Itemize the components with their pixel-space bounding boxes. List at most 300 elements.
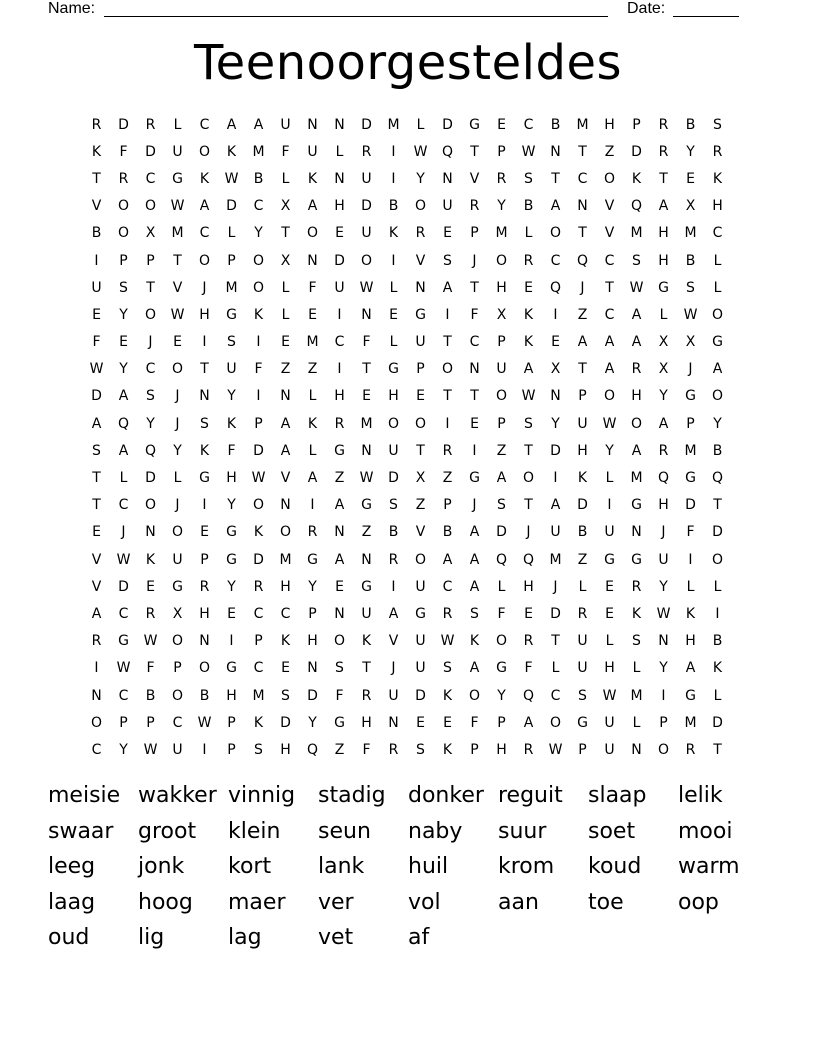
grid-letter: E (551, 334, 560, 351)
word-list-row (48, 885, 768, 921)
grid-letter: G (469, 470, 480, 487)
grid-letter: F (470, 306, 479, 323)
grid-letter: R (658, 143, 669, 160)
grid-letter: G (118, 633, 129, 650)
grid-letter: U (91, 279, 102, 296)
grid-letter: O (603, 388, 616, 405)
grid-letter: K (199, 442, 210, 459)
grid-letter: A (631, 306, 642, 323)
grid-letter: Y (659, 660, 668, 677)
grid-letter: U (226, 361, 237, 378)
grid-letter: D (307, 687, 318, 704)
grid-letter: M (684, 225, 697, 242)
grid-letter: F (470, 714, 479, 731)
grid-letter: U (415, 633, 426, 650)
grid-letter: L (524, 225, 533, 242)
grid-letter: F (524, 660, 533, 677)
grid-row (83, 138, 733, 165)
grid-letter: Q (441, 143, 454, 160)
grid-letter: A (550, 497, 561, 514)
grid-letter: D (91, 388, 102, 405)
grid-letter: U (415, 660, 426, 677)
grid-letter: S (443, 252, 452, 269)
grid-letter: P (227, 252, 236, 269)
grid-letter: G (712, 334, 723, 351)
grid-letter: K (307, 170, 318, 187)
grid-letter: S (227, 334, 236, 351)
grid-letter: A (91, 415, 102, 432)
grid-letter: O (495, 252, 508, 269)
grid-letter: X (658, 361, 669, 378)
grid-letter: A (577, 334, 588, 351)
grid-letter: O (468, 687, 481, 704)
grid-letter: L (713, 578, 722, 595)
grid-letter: A (550, 198, 561, 215)
grid-letter: G (172, 170, 183, 187)
grid-letter: N (145, 524, 156, 541)
grid-letter: I (607, 497, 612, 514)
grid-letter: R (577, 605, 588, 622)
grid-letter: E (92, 524, 101, 541)
word-list-item: wakker (138, 783, 217, 809)
grid-letter: C (118, 497, 129, 514)
grid-letter: C (199, 225, 210, 242)
grid-letter: N (415, 279, 426, 296)
grid-letter: R (415, 225, 426, 242)
grid-letter: C (712, 225, 723, 242)
word-list-item: lelik (678, 783, 723, 809)
grid-letter: E (281, 660, 290, 677)
grid-letter: U (415, 334, 426, 351)
grid-letter: C (253, 198, 264, 215)
grid-letter: S (632, 633, 641, 650)
grid-letter: I (202, 497, 207, 514)
grid-letter: R (388, 741, 399, 758)
grid-letter: A (280, 442, 291, 459)
grid-row (83, 329, 733, 356)
grid-letter: X (145, 225, 156, 242)
grid-letter: K (388, 225, 399, 242)
grid-letter: M (549, 551, 562, 568)
grid-letter: P (200, 551, 209, 568)
grid-row (83, 437, 733, 464)
grid-letter: A (91, 605, 102, 622)
grid-letter: K (307, 415, 318, 432)
grid-letter: Y (227, 497, 236, 514)
grid-letter: K (226, 143, 237, 160)
word-list-item: huil (408, 854, 449, 880)
grid-letter: K (685, 605, 696, 622)
header (0, 0, 816, 20)
grid-letter: J (472, 497, 477, 514)
grid-letter: Z (361, 524, 372, 541)
grid-row (83, 356, 733, 383)
grid-letter: O (414, 415, 427, 432)
grid-letter: C (118, 605, 129, 622)
grid-letter: I (391, 170, 396, 187)
grid-letter: Y (173, 442, 182, 459)
grid-letter: R (631, 578, 642, 595)
grid-letter: V (604, 198, 615, 215)
word-list (48, 778, 768, 956)
grid-letter: T (92, 170, 101, 187)
grid-letter: V (280, 470, 291, 487)
grid-letter: T (551, 633, 560, 650)
grid-letter: G (199, 470, 210, 487)
grid-letter: Y (119, 306, 128, 323)
grid-letter: U (496, 361, 507, 378)
grid-letter: P (227, 714, 236, 731)
grid-letter: O (117, 198, 130, 215)
grid-letter: P (443, 497, 452, 514)
grid-letter: K (442, 687, 453, 704)
grid-letter: B (685, 252, 696, 269)
grid-letter: L (173, 116, 182, 133)
grid-letter: M (171, 225, 184, 242)
grid-letter: M (576, 116, 589, 133)
grid-letter: A (658, 198, 669, 215)
grid-letter: Z (496, 442, 507, 459)
grid-letter: L (578, 578, 587, 595)
page-title: Teenoorgesteldes (194, 35, 622, 91)
grid-letter: E (443, 714, 452, 731)
grid-letter: A (658, 415, 669, 432)
grid-letter: O (333, 633, 346, 650)
grid-letter: E (119, 334, 128, 351)
word-list-row (48, 849, 768, 885)
grid-letter: F (686, 524, 695, 541)
grid-letter: V (172, 279, 183, 296)
grid-letter: E (470, 415, 479, 432)
grid-letter: O (171, 524, 184, 541)
grid-letter: Y (497, 198, 506, 215)
grid-row (83, 655, 733, 682)
grid-letter: J (472, 252, 477, 269)
grid-letter: C (145, 170, 156, 187)
grid-letter: F (146, 660, 155, 677)
grid-letter: T (362, 361, 371, 378)
grid-letter: Y (308, 578, 317, 595)
grid-letter: O (144, 497, 157, 514)
grid-letter: W (170, 306, 185, 323)
grid-letter: C (334, 334, 345, 351)
grid-letter: B (685, 116, 696, 133)
grid-letter: P (578, 388, 587, 405)
word-list-item: stadig (318, 783, 386, 809)
grid-row (83, 573, 733, 600)
grid-letter: T (470, 143, 479, 160)
grid-letter: L (281, 279, 290, 296)
grid-letter: H (658, 497, 669, 514)
grid-letter: T (92, 497, 101, 514)
grid-letter: Q (522, 551, 535, 568)
grid-letter: B (91, 225, 102, 242)
grid-letter: Y (551, 415, 560, 432)
grid-letter: F (308, 279, 317, 296)
grid-letter: L (173, 470, 182, 487)
grid-letter: H (631, 388, 642, 405)
grid-letter: E (389, 306, 398, 323)
word-list-row (48, 778, 768, 814)
grid-letter: D (280, 714, 291, 731)
grid-letter: D (118, 116, 129, 133)
grid-letter: S (632, 252, 641, 269)
grid-letter: B (712, 633, 723, 650)
grid-letter: F (227, 442, 236, 459)
grid-letter: Y (659, 388, 668, 405)
grid-letter: A (712, 361, 723, 378)
grid-letter: G (226, 660, 237, 677)
grid-letter: T (578, 361, 587, 378)
word-list-item: warm (678, 854, 740, 880)
grid-letter: R (658, 442, 669, 459)
grid-letter: A (523, 361, 534, 378)
grid-letter: H (496, 279, 507, 296)
grid-letter: O (171, 633, 184, 650)
grid-letter: C (280, 605, 291, 622)
grid-letter: U (307, 143, 318, 160)
grid-letter: W (116, 660, 131, 677)
grid-letter: N (280, 388, 291, 405)
grid-letter: N (334, 605, 345, 622)
grid-letter: L (605, 470, 614, 487)
word-list-item: maer (228, 889, 286, 915)
word-list-item: swaar (48, 818, 114, 844)
grid-letter: P (497, 143, 506, 160)
grid-letter: P (497, 415, 506, 432)
word-list-item: vinnig (228, 783, 296, 809)
grid-letter: P (497, 334, 506, 351)
grid-letter: K (226, 415, 237, 432)
grid-letter: A (280, 415, 291, 432)
grid-letter: D (712, 524, 723, 541)
word-list-item: ver (318, 889, 354, 915)
grid-letter: O (252, 252, 265, 269)
grid-row (83, 628, 733, 655)
grid-letter: O (279, 524, 292, 541)
grid-row (83, 492, 733, 519)
grid-row (83, 410, 733, 437)
grid-letter: Y (713, 415, 722, 432)
grid-letter: W (170, 198, 185, 215)
grid-letter: C (523, 116, 534, 133)
grid-letter: X (280, 198, 291, 215)
grid-letter: H (496, 741, 507, 758)
grid-letter: D (415, 687, 426, 704)
grid-letter: D (550, 442, 561, 459)
word-list-item: kort (228, 854, 272, 880)
grid-letter: U (604, 524, 615, 541)
grid-letter: E (227, 605, 236, 622)
grid-letter: U (280, 116, 291, 133)
grid-letter: P (254, 415, 263, 432)
grid-letter: Y (308, 714, 317, 731)
grid-letter: N (442, 170, 453, 187)
grid-letter: Q (630, 198, 643, 215)
grid-letter: R (496, 170, 507, 187)
grid-letter: Y (227, 578, 236, 595)
grid-letter: G (388, 361, 399, 378)
grid-letter: W (521, 143, 536, 160)
grid-letter: K (145, 551, 156, 568)
grid-letter: S (470, 605, 479, 622)
grid-letter: J (580, 279, 585, 296)
grid-letter: H (280, 741, 291, 758)
grid-letter: U (658, 551, 669, 568)
grid-letter: L (497, 578, 506, 595)
grid-letter: M (306, 334, 319, 351)
grid-letter: X (280, 252, 291, 269)
grid-letter: H (307, 633, 318, 650)
grid-row (83, 519, 733, 546)
grid-letter: I (553, 306, 558, 323)
grid-letter: E (605, 605, 614, 622)
grid-letter: K (577, 470, 588, 487)
grid-letter: W (224, 170, 239, 187)
grid-letter: D (685, 497, 696, 514)
grid-letter: Z (280, 361, 291, 378)
grid-letter: A (334, 551, 345, 568)
grid-letter: F (362, 741, 371, 758)
grid-letter: I (661, 687, 666, 704)
grid-letter: G (415, 306, 426, 323)
grid-letter: I (256, 388, 261, 405)
grid-letter: T (92, 470, 101, 487)
grid-letter: A (442, 279, 453, 296)
grid-letter: M (684, 714, 697, 731)
word-list-item: lag (228, 925, 262, 951)
grid-letter: Q (144, 442, 157, 459)
grid-letter: E (443, 225, 452, 242)
grid-letter: M (252, 687, 265, 704)
grid-letter: G (307, 551, 318, 568)
grid-letter: B (199, 687, 210, 704)
word-list-item: krom (498, 854, 555, 880)
grid-letter: H (199, 306, 210, 323)
grid-letter: A (442, 551, 453, 568)
grid-letter: S (281, 687, 290, 704)
date-write-line (673, 16, 739, 17)
grid-letter: O (252, 497, 265, 514)
grid-letter: I (715, 605, 720, 622)
grid-letter: X (550, 361, 561, 378)
grid-letter: P (470, 741, 479, 758)
grid-letter: Z (577, 306, 588, 323)
grid-letter: U (577, 633, 588, 650)
grid-letter: O (414, 551, 427, 568)
grid-letter: N (280, 497, 291, 514)
grid-letter: I (688, 551, 693, 568)
grid-letter: R (91, 633, 102, 650)
grid-letter: T (524, 442, 533, 459)
grid-letter: K (712, 660, 723, 677)
grid-letter: E (92, 306, 101, 323)
word-list-item: meisie (48, 783, 121, 809)
word-list-item: oud (48, 925, 90, 951)
grid-letter: R (145, 116, 156, 133)
grid-letter: N (361, 306, 372, 323)
word-list-row (48, 814, 768, 850)
grid-letter: R (361, 143, 372, 160)
grid-letter: M (252, 143, 265, 160)
grid-letter: V (469, 170, 480, 187)
grid-letter: N (91, 687, 102, 704)
grid-letter: U (172, 741, 183, 758)
grid-row (83, 709, 733, 736)
grid-letter: G (604, 551, 615, 568)
word-list-item: donker (408, 783, 484, 809)
word-list-item: klein (228, 818, 281, 844)
grid-letter: D (442, 116, 453, 133)
grid-letter: R (523, 252, 534, 269)
grid-letter: D (712, 714, 723, 731)
grid-letter: M (360, 415, 373, 432)
grid-letter: R (523, 633, 534, 650)
word-search-grid (83, 111, 733, 764)
grid-letter: T (578, 143, 587, 160)
grid-letter: B (550, 116, 561, 133)
grid-letter: C (550, 252, 561, 269)
grid-letter: B (577, 524, 588, 541)
grid-letter: C (442, 578, 453, 595)
grid-letter: I (445, 415, 450, 432)
grid-letter: U (361, 225, 372, 242)
grid-letter: J (148, 334, 153, 351)
grid-letter: I (94, 252, 99, 269)
grid-letter: J (175, 497, 180, 514)
grid-letter: G (226, 306, 237, 323)
grid-letter: T (578, 225, 587, 242)
grid-letter: O (630, 415, 643, 432)
grid-letter: A (469, 578, 480, 595)
grid-letter: L (281, 306, 290, 323)
grid-row (83, 383, 733, 410)
grid-letter: P (173, 660, 182, 677)
grid-letter: O (117, 225, 130, 242)
grid-letter: O (549, 714, 562, 731)
grid-letter: J (175, 388, 180, 405)
grid-letter: P (659, 714, 668, 731)
word-list-item: af (408, 925, 430, 951)
grid-letter: A (388, 605, 399, 622)
grid-letter: B (388, 198, 399, 215)
grid-letter: H (712, 198, 723, 215)
grid-letter: S (713, 116, 722, 133)
grid-letter: W (521, 388, 536, 405)
grid-letter: R (145, 605, 156, 622)
grid-letter: T (173, 252, 182, 269)
grid-letter: R (334, 415, 345, 432)
grid-letter: S (146, 388, 155, 405)
grid-letter: T (146, 279, 155, 296)
grid-letter: P (632, 116, 641, 133)
grid-letter: T (470, 388, 479, 405)
grid-letter: U (172, 551, 183, 568)
grid-letter: B (712, 442, 723, 459)
grid-letter: I (391, 578, 396, 595)
grid-letter: R (388, 551, 399, 568)
name-label: Name: (48, 0, 96, 17)
grid-letter: A (604, 361, 615, 378)
grid-letter: W (143, 633, 158, 650)
grid-letter: H (280, 578, 291, 595)
grid-row (83, 682, 733, 709)
grid-letter: J (661, 524, 666, 541)
grid-letter: K (253, 524, 264, 541)
grid-letter: L (308, 388, 317, 405)
grid-letter: V (415, 252, 426, 269)
grid-letter: Z (442, 470, 453, 487)
